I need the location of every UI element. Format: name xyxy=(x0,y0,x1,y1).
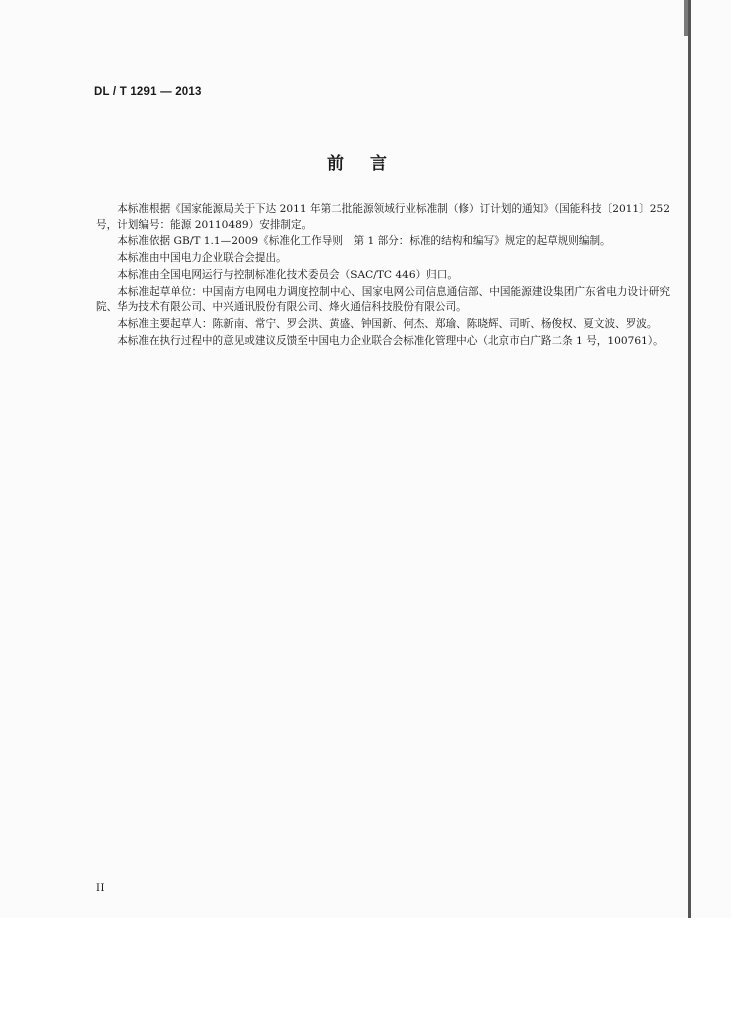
page-title: 前言 xyxy=(327,154,413,174)
paragraph-drafting-rules: 本标准依据 GB/T 1.1—2009《标准化工作导则 第 1 部分：标准的结构和编写》规定的起草规则编制。 xyxy=(117,235,611,248)
paragraph-committee: 本标准由全国电网运行与控制标准化技术委员会（SAC/TC 446）归口。 xyxy=(117,268,458,281)
paragraph-feedback: 本标准在执行过程中的意见或建议反馈至中国电力企业联合会标准化管理中心（北京市白广路二条 1 号，100761）。 xyxy=(117,334,664,347)
binding-edge-line xyxy=(688,0,691,918)
foreword-body xyxy=(96,202,670,349)
binding-edge-mark xyxy=(684,0,688,36)
standard-number: DL / T 1291 — 2013 xyxy=(94,86,202,98)
paragraph-drafting-units: 本标准起草单位：中国南方电网电力调度控制中心、国家电网公司信息通信部、中国能源建设集团广东省电力设计研究院、华为技术有限公司、中兴通讯股份有限公司、烽火通信科技股份有限公司。 xyxy=(96,285,670,314)
paragraph-drafters: 本标准主要起草人：陈新南、常宁、罗会洪、黄盛、钟国新、何杰、郑瑜、陈晓辉、司昕、杨俊权、夏文波、罗波。 xyxy=(117,318,658,331)
scan-margin xyxy=(0,918,731,1024)
paragraph-proposer: 本标准由中国电力企业联合会提出。 xyxy=(117,252,287,265)
paragraph-plan-basis: 本标准根据《国家能源局关于下达 2011 年第二批能源领域行业标准制（修）订计划的通知》（国能科技〔2011〕252 号，计划编号：能源 20110489）安排制定。 xyxy=(96,203,670,231)
page-number: II xyxy=(96,883,105,894)
